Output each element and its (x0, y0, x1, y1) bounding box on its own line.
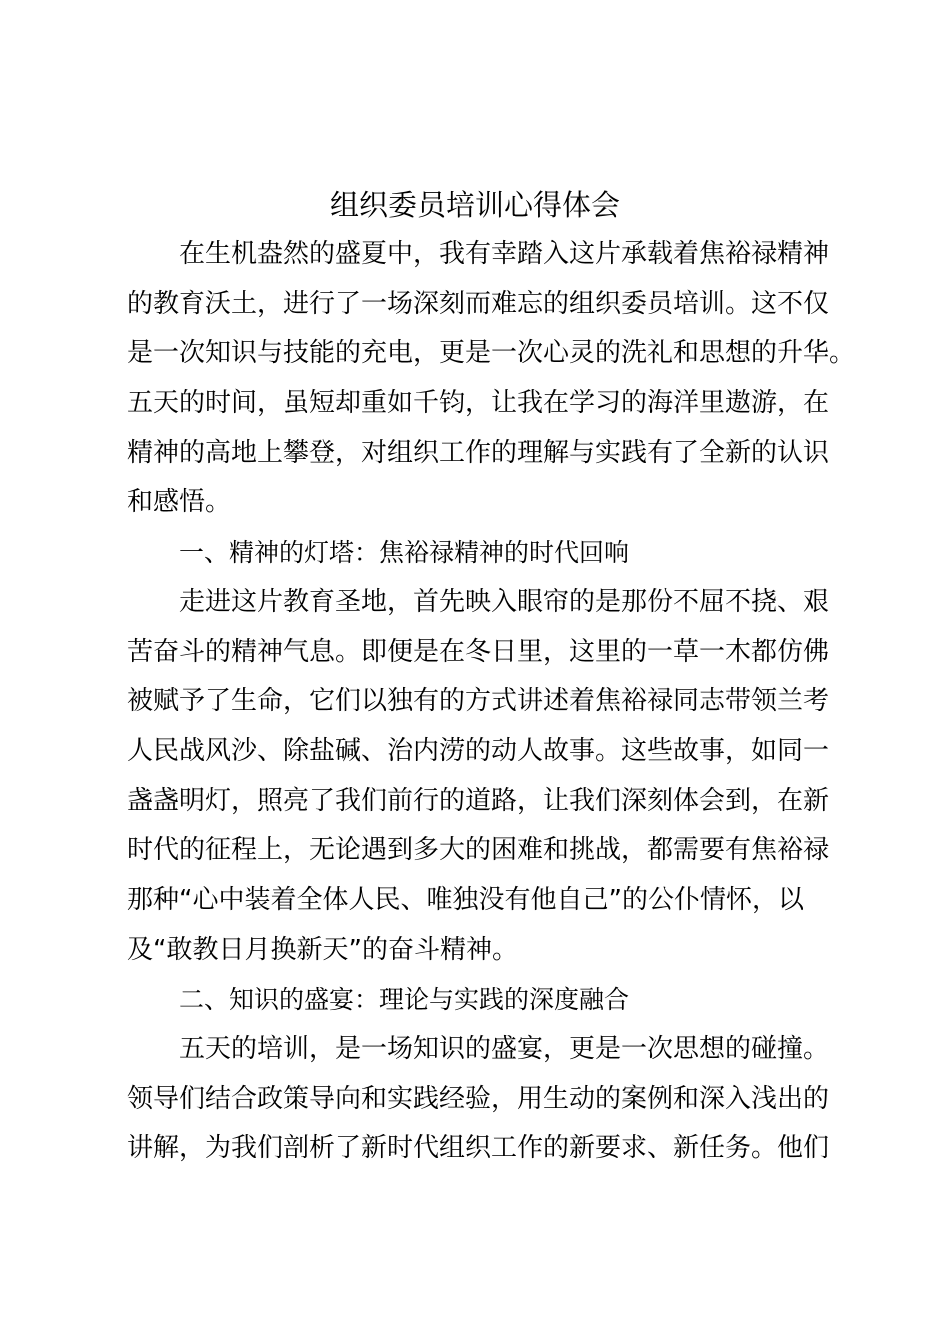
text-line: 盏盏明灯，照亮了我们前行的道路，让我们深刻体会到，在新 (127, 785, 830, 816)
text-line: 在生机盎然的盛夏中，我有幸踏入这片承载着焦裕禄精神 (179, 239, 830, 269)
text-line: 的教育沃土，进行了一场深刻而难忘的组织委员培训。这不仅 (127, 288, 830, 319)
document-body (127, 230, 856, 1174)
text-line: 五天的培训，是一场知识的盛宴，更是一次思想的碰撞。 (179, 1034, 830, 1064)
section-heading: 一、精神的灯塔：焦裕禄精神的时代回响 (179, 538, 630, 568)
text-line: 是一次知识与技能的充电，更是一次心灵的洗礼和思想的升华。 (127, 338, 856, 369)
text-line: 走进这片教育圣地，首先映入眼帘的是那份不屈不挠、艰 (179, 586, 830, 617)
text-line: 人民战风沙、除盐碱、治内涝的动人故事。这些故事，如同一 (127, 735, 830, 766)
document-title: 组织委员培训心得体会 (329, 188, 620, 222)
text-line: 五天的时间，虽短却重如千钧，让我在学习的海洋里遨游，在 (127, 388, 830, 419)
section-heading: 二、知识的盛宴：理论与实践的深度融合 (179, 985, 630, 1015)
text-line: 那种“心中装着全体人民、唯独没有他自己”的公仆情怀，以 (127, 884, 804, 915)
text-line: 及“敢教日月换新天”的奋斗精神。 (127, 934, 518, 965)
text-line: 讲解，为我们剖析了新时代组织工作的新要求、新任务。他们 (127, 1133, 830, 1164)
text-line: 和感悟。 (127, 487, 232, 518)
text-line: 苦奋斗的精神气息。即便是在冬日里，这里的一草一木都仿佛 (127, 636, 830, 667)
text-line: 被赋予了生命，它们以独有的方式讲述着焦裕禄同志带领兰考 (127, 686, 830, 717)
text-line: 领导们结合政策导向和实践经验，用生动的案例和深入浅出的 (127, 1083, 830, 1114)
text-line: 时代的征程上，无论遇到多大的困难和挑战，都需要有焦裕禄 (127, 835, 830, 866)
text-line: 精神的高地上攀登，对组织工作的理解与实践有了全新的认识 (127, 437, 830, 468)
